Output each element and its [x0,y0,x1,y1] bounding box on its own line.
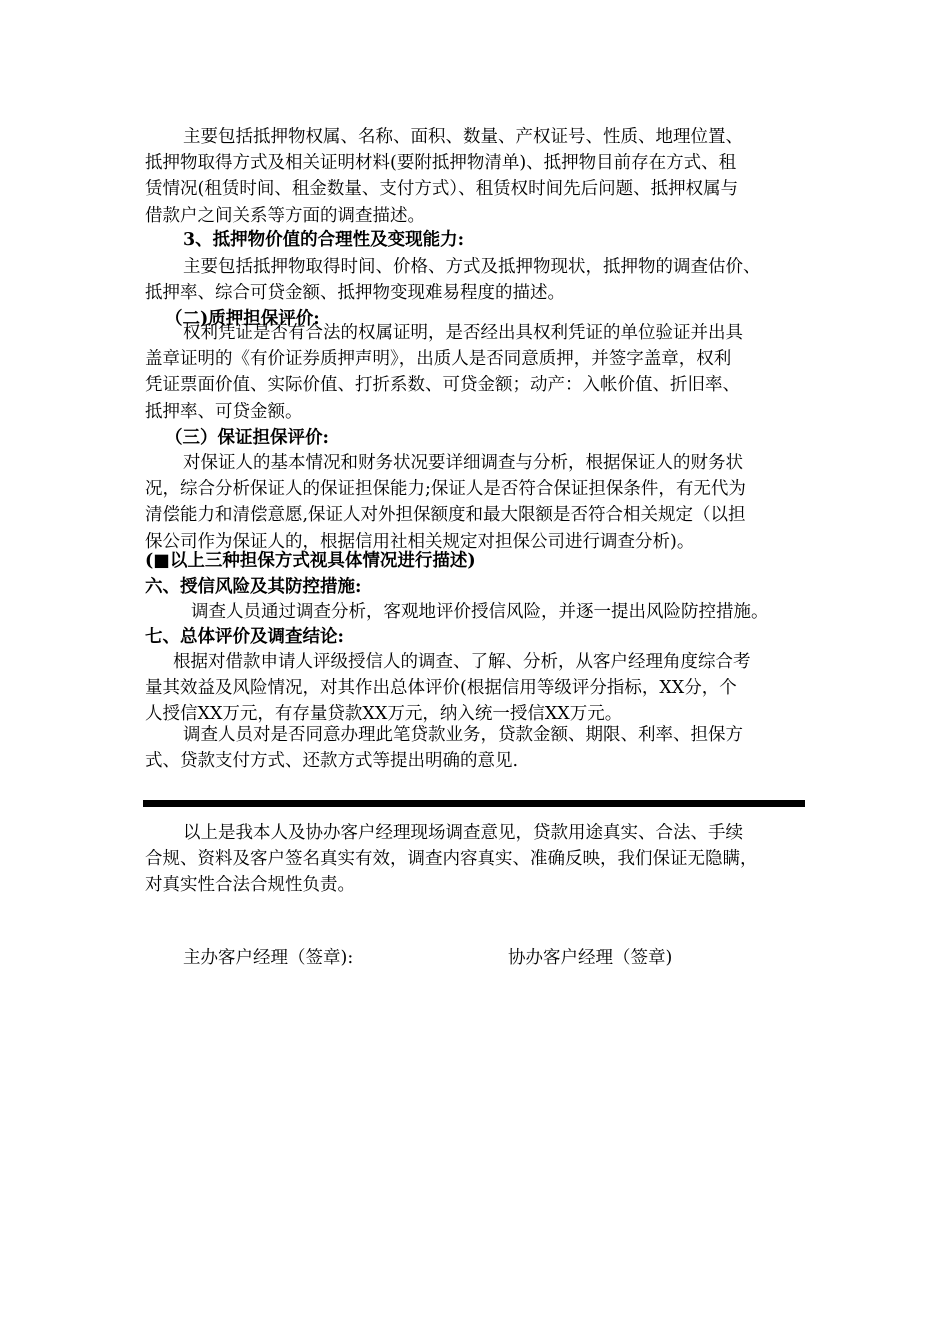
paragraph-line: 对保证人的基本情况和财务状况要详细调查与分析，根据保证人的财务状 [183,453,743,473]
heading-mortgage-value: 3、抵押物价值的合理性及变现能力: [183,230,465,250]
pledge-paragraph [145,320,815,425]
section-six-paragraph: 调查人员通过调查分析，客观地评价授信风险，并逐一提出风险防控措施。 [191,602,769,622]
heading-pledge: （二)质押担保评价: [165,309,320,329]
heading-section-seven: 七、总体评价及调查结论: [145,627,344,647]
paragraph-line: 式、贷款支付方式、还款方式等提出明确的意见. [145,751,519,772]
paragraph-line: 合规、资料及客户签名真实有效，调查内容真实、准确反映，我们保证无隐瞒， [145,849,758,870]
note-three-methods: (■以上三种担保方式视具体情况进行描述) [145,551,476,571]
paragraph-line: 凭证票面价值、实际价值、打折系数、可贷金额；动产：入帐价值、折旧率、 [145,375,740,396]
guarantee-paragraph [145,450,815,555]
paragraph-line: 借款户之间关系等方面的调查描述。 [145,205,425,226]
paragraph-line: 抵押率、综合可贷金额、抵押物变现难易程度的描述。 [145,283,565,304]
paragraph-line: 以上是我本人及协办客户经理现场调查意见，贷款用途真实、合法、手续 [183,823,743,843]
paragraph-line: 调查人员对是否同意办理此笔贷款业务，贷款金额、期限、利率、担保方 [183,725,743,745]
paragraph-line: 清偿能力和清偿意愿,保证人对外担保额度和最大限额是否符合相关规定（以担 [145,505,746,526]
section-seven-paragraph [145,649,815,728]
horizontal-divider [143,800,805,807]
assistant-manager-signature-label: 协办客户经理（签章) [508,948,673,968]
primary-manager-signature-label: 主办客户经理（签章): [183,948,354,968]
mortgage-ownership-paragraph [145,124,815,229]
paragraph-line: 根据对借款申请人评级授信人的调查、了解、分析，从客户经理角度综合考 [173,652,751,672]
paragraph-line: 权利凭证是否有合法的权属证明，是否经出具权利凭证的单位验证并出具 [183,323,743,343]
paragraph-line: 保公司作为保证人的，根据信用社相关规定对担保公司进行调查分析)。 [145,531,695,552]
section-seven-opinion-paragraph [145,722,815,774]
heading-section-six: 六、授信风险及其防控措施: [145,577,362,597]
paragraph-line: 况，综合分析保证人的保证担保能力;保证人是否符合保证担保条件，有无代为 [145,479,746,500]
mortgage-value-paragraph [145,254,815,306]
paragraph-line: 人授信XX万元，有存量贷款XX万元，纳入统一授信XX万元。 [145,704,623,725]
paragraph-line: 对真实性合法合规性负责。 [145,875,355,896]
paragraph-line: 赁情况(租赁时间、租金数量、支付方式）、租赁权时间先后问题、抵押权属与 [145,179,739,200]
heading-guarantee: （三）保证担保评价: [165,428,329,448]
paragraph-line: 量其效益及风险情况，对其作出总体评价(根据信用等级评分指标，XX分，个 [145,678,737,699]
paragraph-line: 主要包括抵押物权属、名称、面积、数量、产权证号、性质、地理位置、 [183,127,743,147]
paragraph-line: 抵押率、可贷金额。 [145,401,303,422]
paragraph-line: 抵押物取得方式及相关证明材料(要附抵押物清单)、抵押物目前存在方式、租 [145,153,737,174]
declaration-paragraph [145,820,815,899]
paragraph-line: 主要包括抵押物取得时间、价格、方式及抵押物现状，抵押物的调查估价、 [183,257,761,277]
paragraph-line: 盖章证明的《有价证券质押声明》，出质人是否同意质押，并签字盖章，权利 [145,349,732,370]
